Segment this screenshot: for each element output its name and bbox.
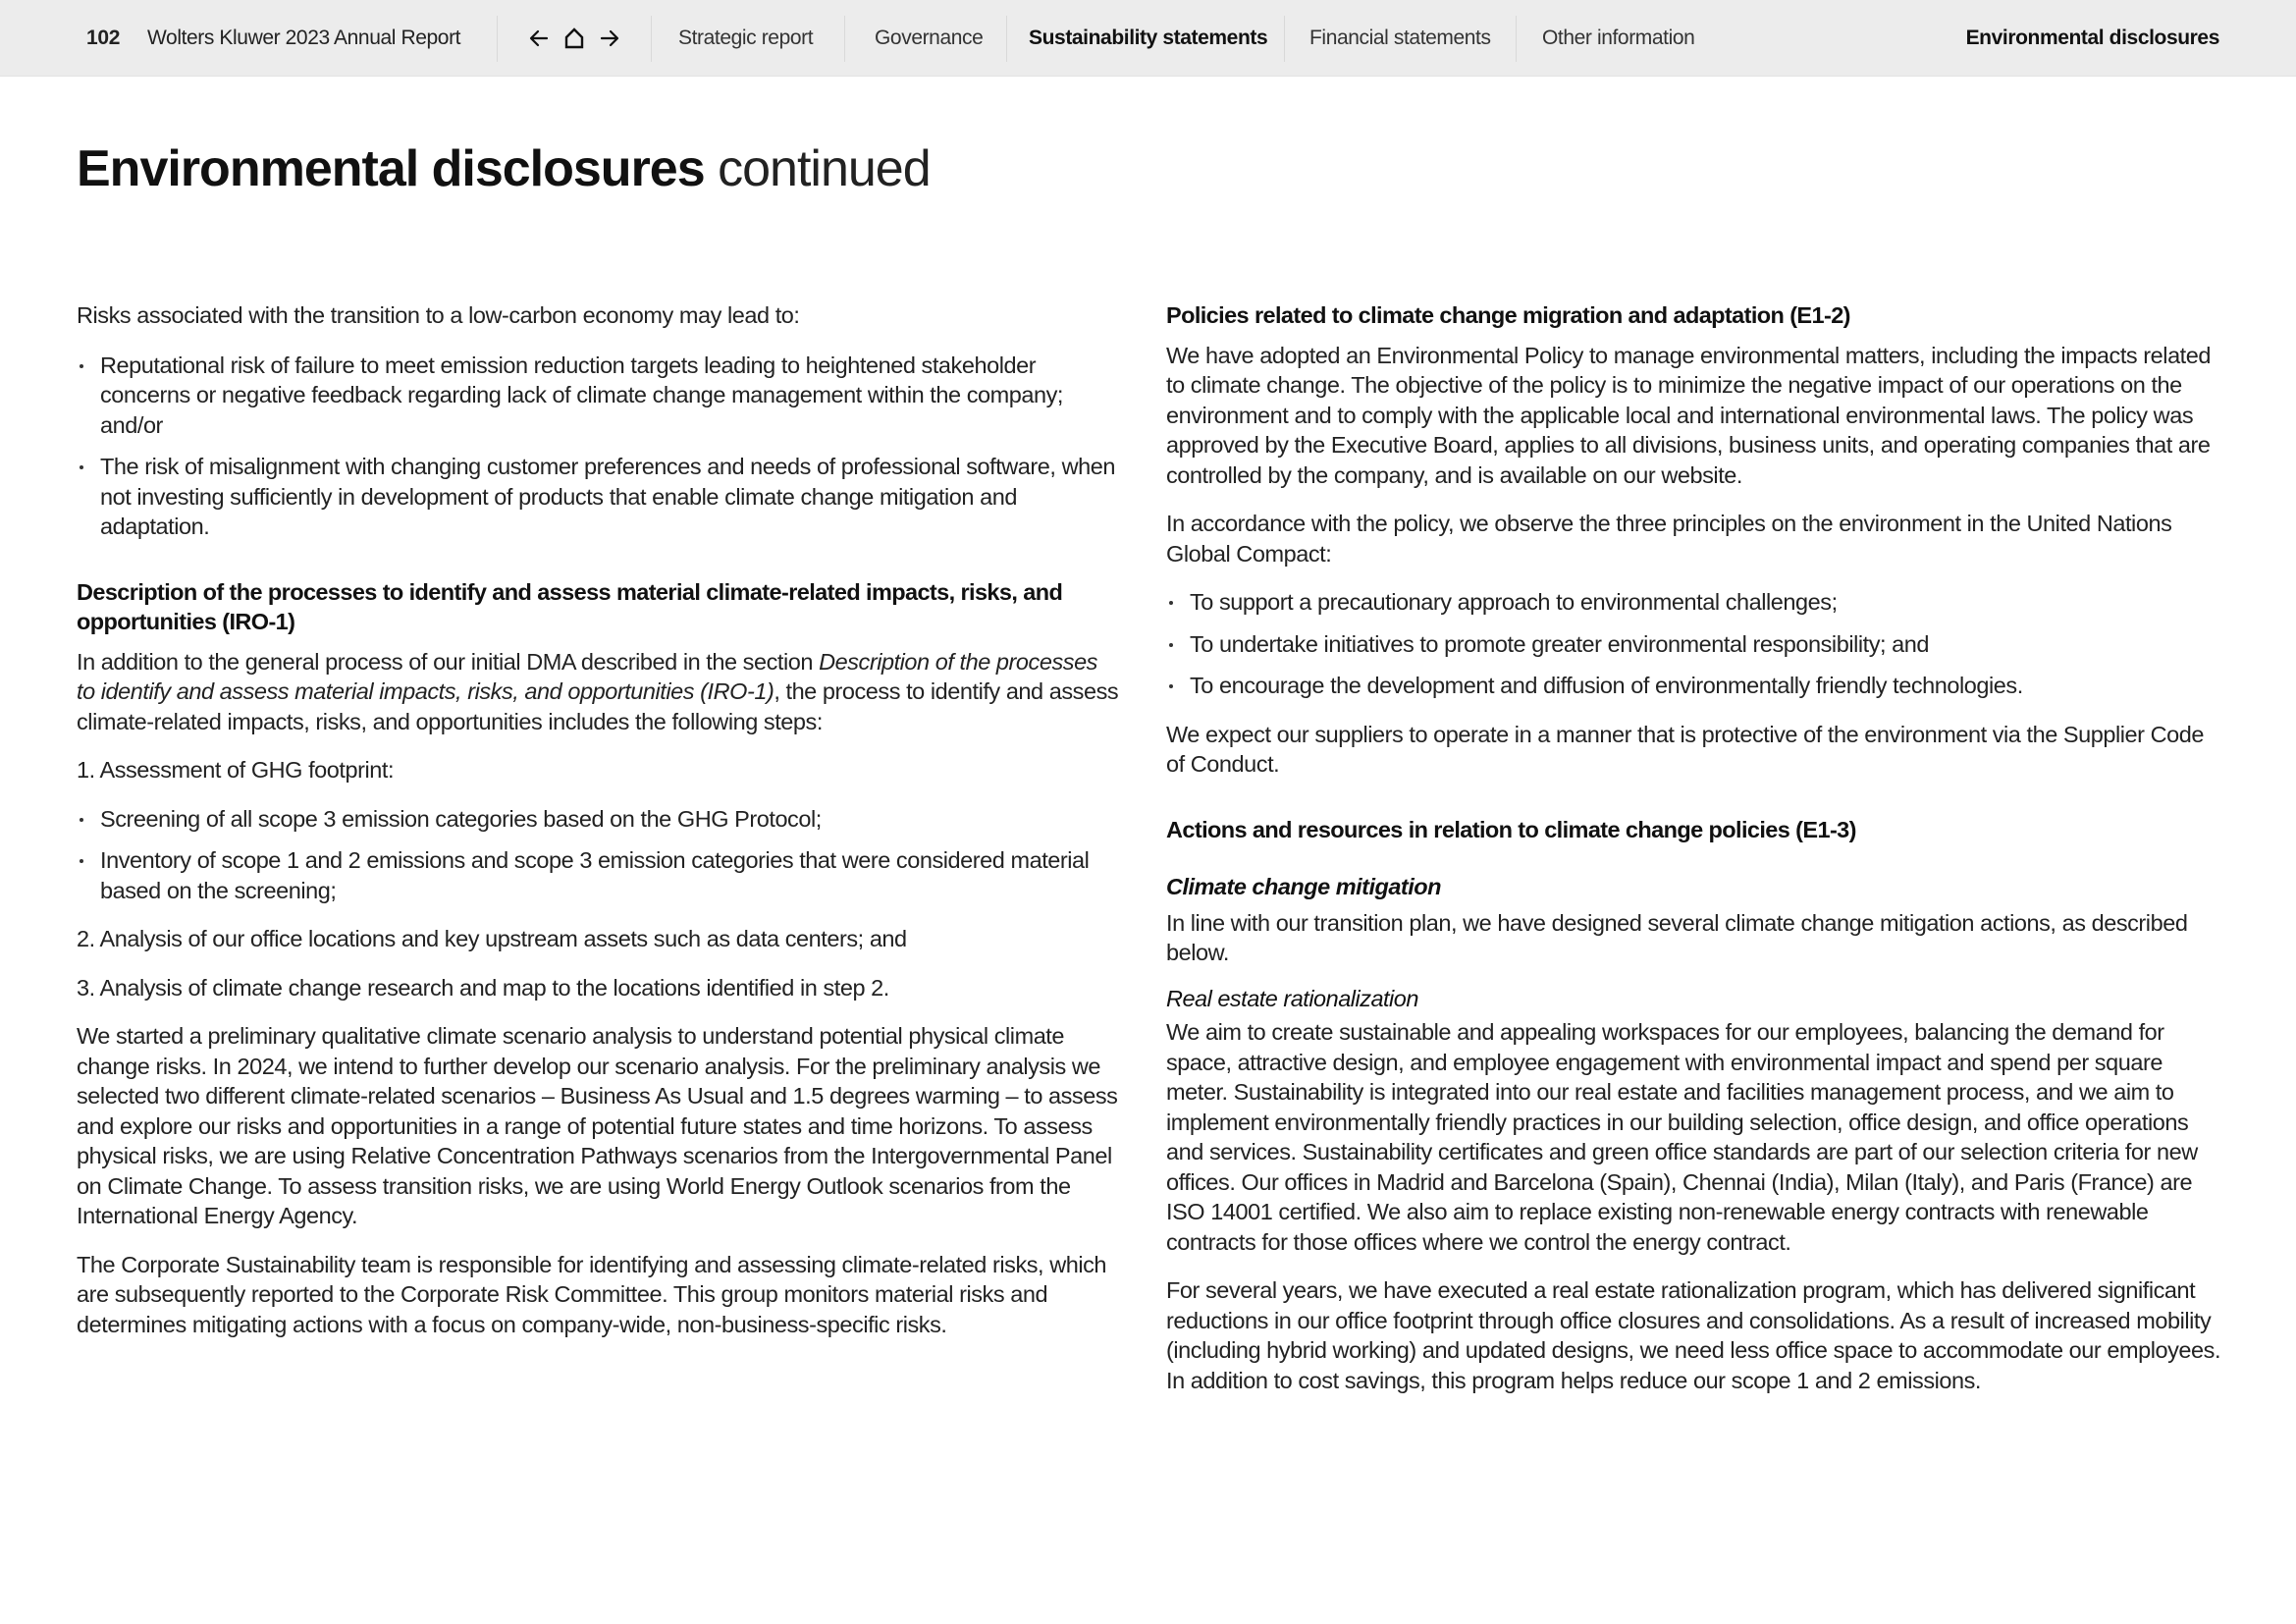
- page-number: 102: [86, 27, 121, 49]
- transition-risks-list: [77, 351, 1119, 542]
- iro-section-reference: Description of the processes to identify and assess material impacts, risks, and opportunities (IRO-1): [77, 648, 1097, 704]
- tab-sustainability-statements[interactable]: Sustainability statements: [1029, 27, 1268, 49]
- mitigation-subheading: Climate change mitigation: [1166, 874, 1441, 899]
- step-1-list: [77, 804, 1119, 906]
- right-column: [1166, 300, 2226, 1414]
- policies-paragraph: We have adopted an Environmental Policy to manage environmental matters, including the impacts related to climate change. The objective of the policy is to minimize the negative impact of our operations on the environment and to comply with the applicable local and international environmental laws. The policy was approved by the Executive Board, applies to all divisions, business units, and operating companies that are controlled by the company, and is available on our website.: [1166, 342, 2212, 488]
- report-title[interactable]: Wolters Kluwer 2023 Annual Report: [147, 27, 461, 49]
- iro-paragraph: [77, 647, 1119, 737]
- separator: [1006, 16, 1007, 62]
- tab-governance[interactable]: Governance: [875, 27, 984, 49]
- separator: [1284, 16, 1285, 62]
- principles-list: [1166, 587, 2226, 701]
- list-item: To support a precautionary approach to environmental challenges;: [1166, 587, 2226, 618]
- list-item: To encourage the development and diffusion of environmentally friendly technologies.: [1166, 671, 2226, 701]
- mitigation-paragraph: In line with our transition plan, we have designed several climate change mitigation actions, as described below.: [1166, 909, 2188, 965]
- principles-intro: In accordance with the policy, we observe the three principles on the environment in the United Nations Global Compact:: [1166, 511, 2172, 567]
- page-title-main: Environmental disclosures: [77, 140, 705, 197]
- arrow-left-icon[interactable]: [528, 27, 550, 49]
- list-item: Reputational risk of failure to meet emission reduction targets leading to heightened stakeholder concerns or negative feedback regarding lack of climate change management within the company; and/or: [77, 351, 1119, 441]
- page-title: [77, 137, 931, 200]
- separator: [651, 16, 652, 62]
- arrow-right-icon[interactable]: [599, 27, 620, 49]
- separator: [844, 16, 845, 62]
- list-item: To undertake initiatives to promote greater environmental responsibility; and: [1166, 629, 2226, 660]
- suppliers-paragraph: We expect our suppliers to operate in a manner that is protective of the environment via the Supplier Code of Conduct.: [1166, 721, 2204, 777]
- list-item: Screening of all scope 3 emission categories based on the GHG Protocol;: [77, 804, 1119, 835]
- transition-risks-intro: Risks associated with the transition to a low-carbon economy may lead to:: [77, 302, 800, 328]
- list-item: The risk of misalignment with changing customer preferences and needs of professional software, when not investing sufficiently in development of products that enable climate change mitigation and adaptation.: [77, 452, 1119, 542]
- iro-text-end: , the process to identify and assess climate-related impacts, risks, and opportunities includes the following steps:: [77, 678, 1119, 734]
- page-title-continued: continued: [718, 140, 931, 197]
- step-1: 1. Assessment of GHG footprint:: [77, 757, 395, 783]
- separator: [497, 16, 498, 62]
- real-estate-paragraph-2: For several years, we have executed a real estate rationalization program, which has delivered significant reductions in our office footprint through office closures and consolidations. As a result of increased mobility (including hybrid working) and updated designs, we need less office space to accommodate our employees. In addition to cost savings, this program helps reduce our scope 1 and 2 emissions.: [1166, 1277, 2221, 1393]
- list-item: Inventory of scope 1 and 2 emissions and scope 3 emission categories that were considered material based on the screening;: [77, 845, 1119, 905]
- scenario-analysis-paragraph: We started a preliminary qualitative climate scenario analysis to understand potential physical climate change risks. In 2024, we intend to further develop our scenario analysis. For the preliminary analysis we selected two different climate-related scenarios – Business As Usual and 1.5 degrees warming – to assess and explore our risks and opportunities in a range of potential future states and time horizons. To assess physical risks, we are using Relative Concentration Pathways scenarios from the Intergovernmental Panel on Climate Change. To assess transition risks, we are using World Energy Outlook scenarios from the International Energy Agency.: [77, 1023, 1118, 1228]
- home-icon[interactable]: [563, 27, 585, 49]
- real-estate-paragraph-1: We aim to create sustainable and appealing workspaces for our employees, balancing the demand for space, attractive design, and employee engagement with environmental impact and spend per square meter. Sustainability is integrated into our real estate and facilities management process, and we aim to implement environmentally friendly practices in our building selection, office design, and office operations and services. Sustainability certificates and green office standards are part of our selection criteria for new offices. Our offices in Madrid and Barcelona (Spain), Chennai (India), Milan (Italy), and Paris (France) are ISO 14001 certified. We also aim to replace existing non-renewable energy contracts with renewable contracts for those offices where we control the energy contract.: [1166, 1019, 2198, 1255]
- corporate-sustainability-paragraph: The Corporate Sustainability team is responsible for identifying and assessing climate-related risks, which are subsequently reported to the Corporate Risk Committee. This group monitors material risks and determines mitigating actions with a focus on company-wide, non-business-specific risks.: [77, 1251, 1107, 1337]
- step-3: 3. Analysis of climate change research and map to the locations identified in step 2.: [77, 974, 889, 1001]
- iro-heading: Description of the processes to identify and assess material climate-related impacts, risks, and opportunities (IRO-1): [77, 578, 1063, 634]
- separator: [1516, 16, 1517, 62]
- left-column: [77, 300, 1119, 1358]
- page-nav-controls: [528, 0, 620, 77]
- policies-heading: Policies related to climate change migration and adaptation (E1-2): [1166, 302, 1850, 328]
- current-section-label: Environmental disclosures: [1965, 27, 2219, 49]
- tab-strategic-report[interactable]: Strategic report: [678, 27, 814, 49]
- top-navigation-bar: [0, 0, 2296, 77]
- iro-text-start: In addition to the general process of our initial DMA described in the section: [77, 648, 820, 675]
- tab-financial-statements[interactable]: Financial statements: [1309, 27, 1491, 49]
- tab-other-information[interactable]: Other information: [1542, 27, 1695, 49]
- step-2: 2. Analysis of our office locations and key upstream assets such as data centers; and: [77, 926, 907, 951]
- real-estate-subheading: Real estate rationalization: [1166, 985, 1418, 1011]
- actions-heading: Actions and resources in relation to climate change policies (E1-3): [1166, 816, 1856, 842]
